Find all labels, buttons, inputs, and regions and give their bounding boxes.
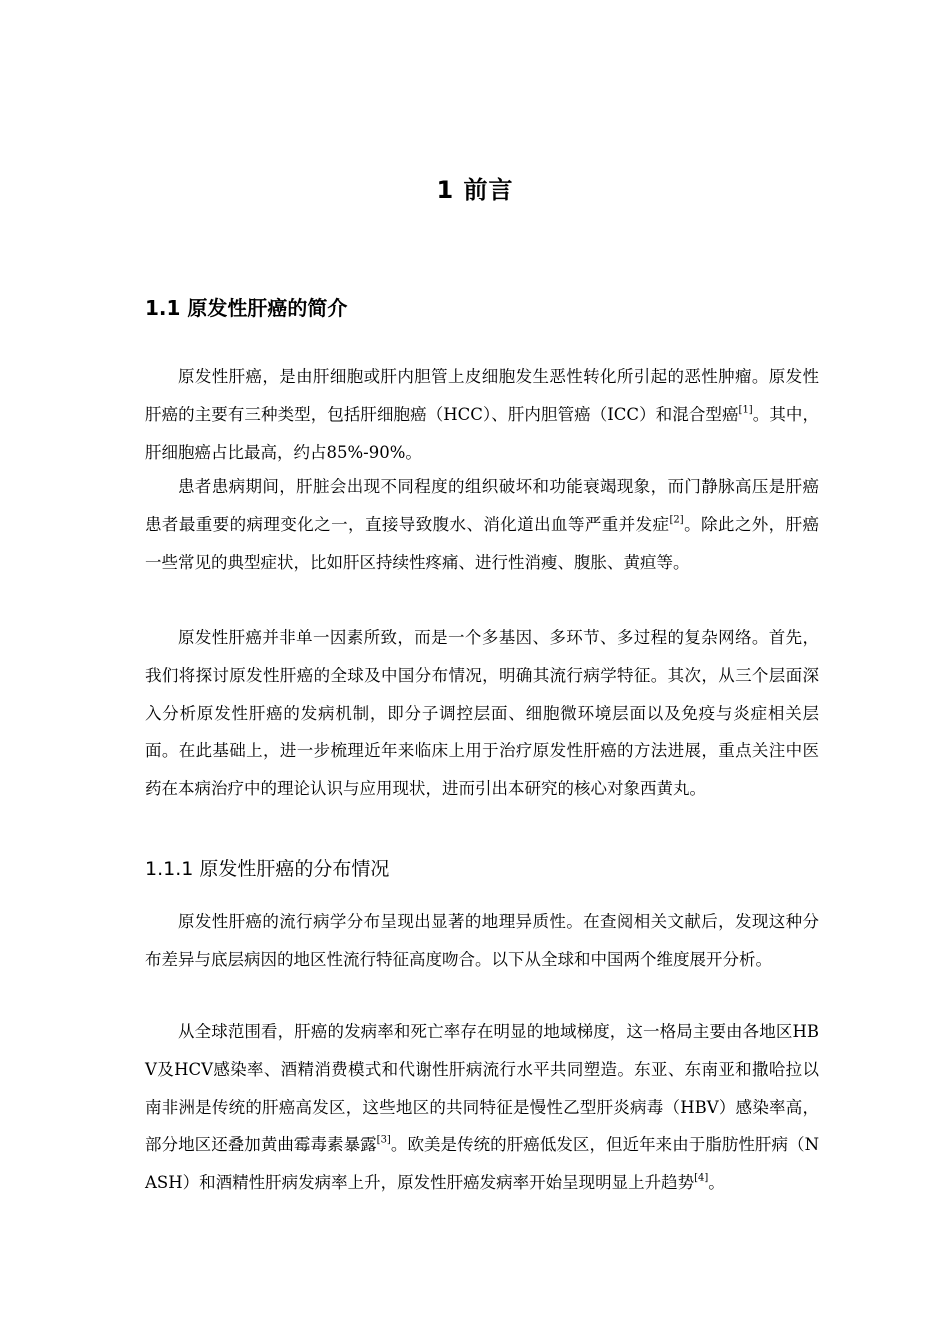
- paragraph-global-distribution: [145, 1013, 819, 1202]
- paragraph-hcc-definition: [145, 358, 819, 471]
- citation-ref-4: [4]: [694, 1172, 709, 1184]
- paragraph-text: 患者患病期间，肝脏会出现不同程度的组织破坏和功能衰竭现象，而门静脉高压是肝癌患者最重要的病理变化之一，直接导致腹水、消化道出血等严重并发症: [145, 477, 819, 534]
- paragraph-text: 。除此之外，肝癌一些常见的典型症状，比如肝区持续性疼痛、进行性消瘦、腹胀、黄疸等。: [145, 514, 820, 572]
- paragraph-overview: 原发性肝癌并非单一因素所致，而是一个多基因、多环节、多过程的复杂网络。首先，我们将探讨原发性肝癌的全球及中国分布情况，明确其流行病学特征。其次，从三个层面深入分析原发性肝癌的发病机制，即分子调控层面、细胞微环境层面以及免疫与炎症相关层面。在此基础上，进一步梳理近年来临床上用于治疗原发性肝癌的方法进展，重点关注中医药在本病治疗中的理论认识与应用现状，进而引出本研究的核心对象西黄丸。: [145, 628, 819, 799]
- section-title-1-1-1: 1.1.1 原发性肝癌的分布情况: [145, 858, 390, 880]
- paragraph-text: 。欧美是传统的肝癌低发区，但近年来由于脂肪性肝病（NASH）和酒精性肝病发病率上升，原发性肝癌发病率开始呈现明显上升趋势: [145, 1135, 820, 1193]
- citation-ref-2: [2]: [669, 514, 684, 526]
- paragraph-distribution-intro: 原发性肝癌的流行病学分布呈现出显著的地理异质性。在查阅相关文献后，发现这种分布差异与底层病因的地区性流行特征高度吻合。以下从全球和中国两个维度展开分析。: [145, 912, 819, 969]
- section-title-1-1: 1.1 原发性肝癌的简介: [145, 296, 348, 320]
- citation-ref-3: [3]: [376, 1134, 391, 1146]
- chapter-title: 1 前言: [436, 176, 514, 204]
- paragraph-text: 。其中，肝细胞癌占比最高，约占85%-90%。: [145, 404, 819, 462]
- paragraph-symptoms: [145, 468, 819, 581]
- citation-ref-1: [1]: [738, 404, 753, 416]
- paragraph-text: 从全球范围看，肝癌的发病率和死亡率存在明显的地域梯度，这一格局主要由各地区HBV及HCV感染率、酒精消费模式和代谢性肝病流行水平共同塑造。东亚、东南亚和撒哈拉以南非洲是传统的肝癌高发区，这些地区的共同特征是慢性乙型肝炎病毒（HBV）感染率高，部分地区还叠加黄曲霉毒素暴露: [145, 1022, 819, 1155]
- paragraph-text: 原发性肝癌，是由肝细胞或肝内胆管上皮细胞发生恶性转化所引起的恶性肿瘤。原发性肝癌的主要有三种类型，包括肝细胞癌（HCC）、肝内胆管癌（ICC）和混合型癌: [145, 367, 819, 424]
- paragraph-text: 。: [708, 1173, 725, 1193]
